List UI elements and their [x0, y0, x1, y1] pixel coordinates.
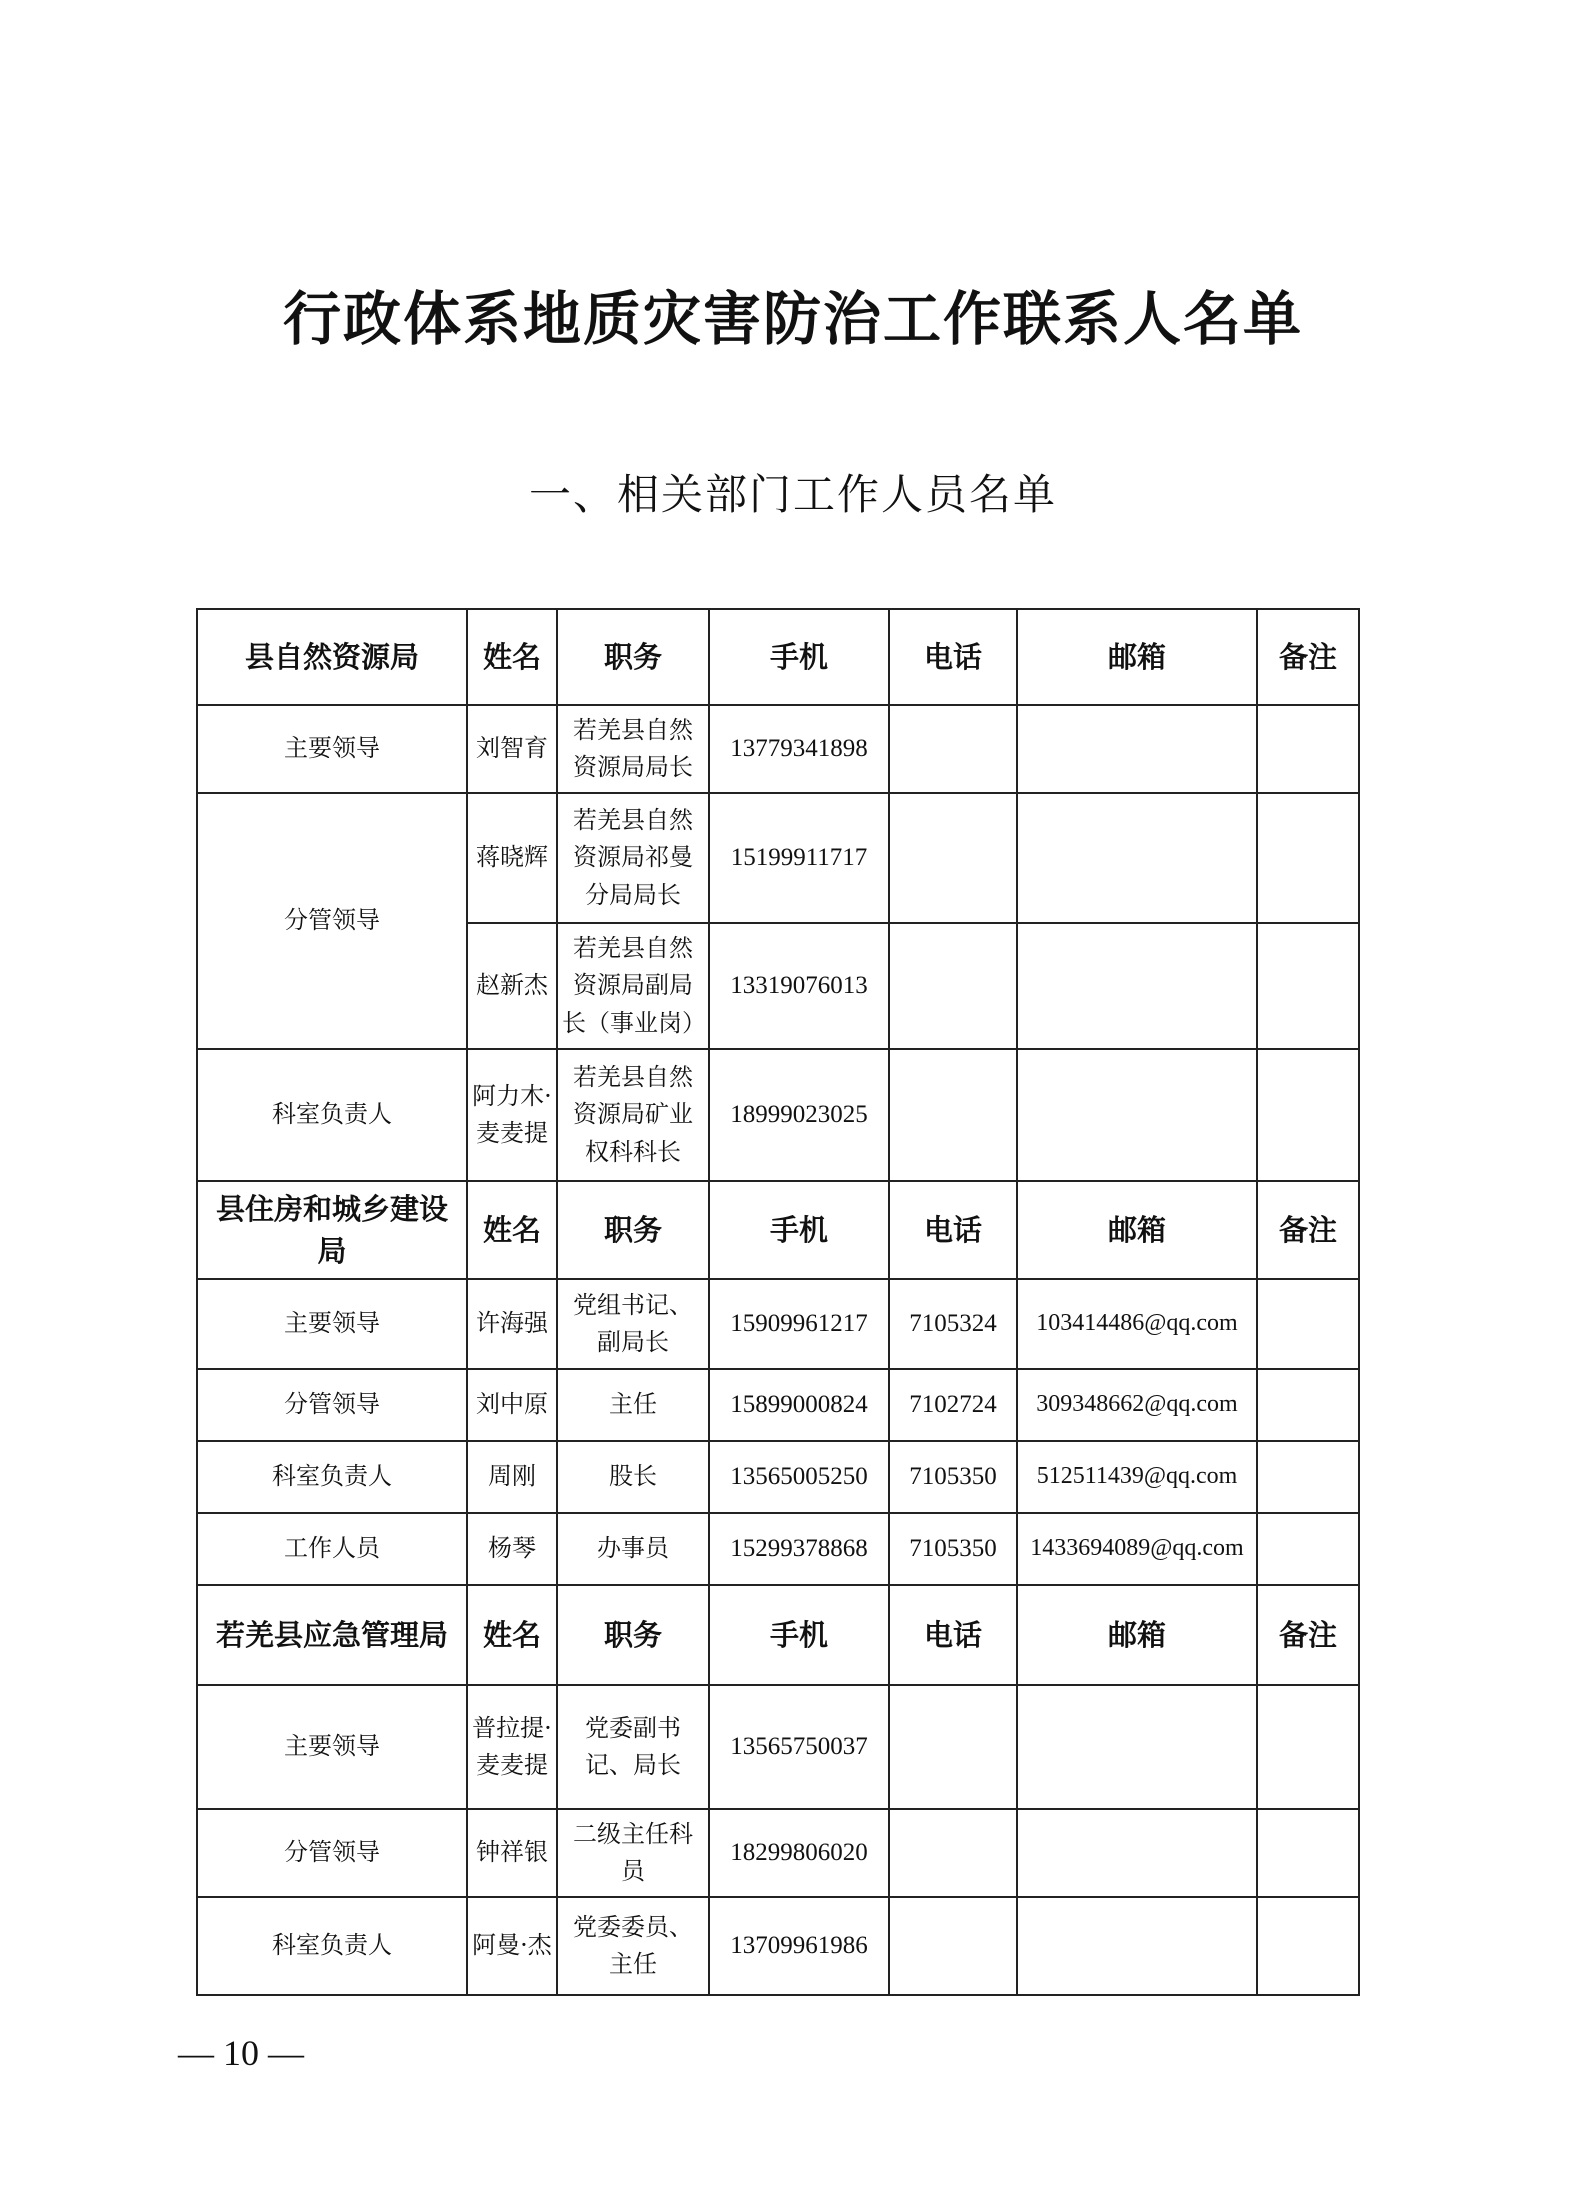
- person-phone: [889, 1809, 1017, 1897]
- column-header: 手机: [709, 1181, 889, 1279]
- column-header: 手机: [709, 609, 889, 705]
- role-cell: 分管领导: [197, 1369, 467, 1441]
- person-email: [1017, 793, 1257, 923]
- person-mobile: 15899000824: [709, 1369, 889, 1441]
- table-row: [197, 1897, 1359, 1995]
- person-name: 杨琴: [467, 1513, 557, 1585]
- person-note: [1257, 1809, 1359, 1897]
- person-note: [1257, 1897, 1359, 1995]
- department-name: 若羌县应急管理局: [197, 1585, 467, 1685]
- contact-table: [196, 608, 1360, 1996]
- column-header: 职务: [557, 1585, 709, 1685]
- person-position: 主任: [557, 1369, 709, 1441]
- person-phone: [889, 793, 1017, 923]
- person-note: [1257, 1685, 1359, 1809]
- person-email: 309348662@qq.com: [1017, 1369, 1257, 1441]
- table-row: [197, 1369, 1359, 1441]
- person-phone: 7105324: [889, 1279, 1017, 1369]
- role-cell: 分管领导: [197, 793, 467, 1049]
- document-title: 行政体系地质灾害防治工作联系人名单: [282, 285, 1303, 353]
- person-note: [1257, 923, 1359, 1049]
- column-header: 邮箱: [1017, 609, 1257, 705]
- person-name: 刘智育: [467, 705, 557, 793]
- table-row: [197, 1513, 1359, 1585]
- person-note: [1257, 1513, 1359, 1585]
- person-name: 赵新杰: [467, 923, 557, 1049]
- person-email: [1017, 1685, 1257, 1809]
- person-email: 103414486@qq.com: [1017, 1279, 1257, 1369]
- person-mobile: 18999023025: [709, 1049, 889, 1181]
- column-header: 姓名: [467, 1585, 557, 1685]
- person-name: 阿力木·麦麦提: [467, 1049, 557, 1181]
- column-header: 电话: [889, 1181, 1017, 1279]
- department-header-row: [197, 1181, 1359, 1279]
- person-position: 办事员: [557, 1513, 709, 1585]
- person-email: [1017, 1809, 1257, 1897]
- person-mobile: 13319076013: [709, 923, 889, 1049]
- person-mobile: 13709961986: [709, 1897, 889, 1995]
- person-phone: [889, 1897, 1017, 1995]
- person-position: 若羌县自然资源局祁曼分局局长: [557, 793, 709, 923]
- person-name: 刘中原: [467, 1369, 557, 1441]
- person-note: [1257, 793, 1359, 923]
- person-phone: 7102724: [889, 1369, 1017, 1441]
- department-header-row: [197, 1585, 1359, 1685]
- column-header: 职务: [557, 609, 709, 705]
- role-cell: 分管领导: [197, 1809, 467, 1897]
- person-note: [1257, 705, 1359, 793]
- department-name: 县自然资源局: [197, 609, 467, 705]
- department-name: 县住房和城乡建设局: [197, 1181, 467, 1279]
- column-header: 备注: [1257, 1181, 1359, 1279]
- person-position: 若羌县自然资源局局长: [557, 705, 709, 793]
- column-header: 邮箱: [1017, 1181, 1257, 1279]
- person-phone: 7105350: [889, 1513, 1017, 1585]
- table-row: [197, 1279, 1359, 1369]
- person-note: [1257, 1441, 1359, 1513]
- table-row: [197, 1441, 1359, 1513]
- person-position: 二级主任科员: [557, 1809, 709, 1897]
- role-cell: 科室负责人: [197, 1897, 467, 1995]
- table-row: [197, 705, 1359, 793]
- person-email: 512511439@qq.com: [1017, 1441, 1257, 1513]
- column-header: 电话: [889, 609, 1017, 705]
- column-header: 备注: [1257, 1585, 1359, 1685]
- person-name: 阿曼·杰: [467, 1897, 557, 1995]
- contact-table-body: [197, 609, 1359, 1995]
- person-position: 党委副书记、局长: [557, 1685, 709, 1809]
- person-mobile: 15299378868: [709, 1513, 889, 1585]
- person-note: [1257, 1369, 1359, 1441]
- person-name: 蒋晓辉: [467, 793, 557, 923]
- table-row: [197, 793, 1359, 923]
- column-header: 职务: [557, 1181, 709, 1279]
- department-header-row: [197, 609, 1359, 705]
- person-name: 普拉提·麦麦提: [467, 1685, 557, 1809]
- table-row: [197, 1049, 1359, 1181]
- person-email: [1017, 1897, 1257, 1995]
- page-number: — 10 —: [178, 2033, 304, 2073]
- person-mobile: 13779341898: [709, 705, 889, 793]
- person-note: [1257, 1049, 1359, 1181]
- role-cell: 主要领导: [197, 1279, 467, 1369]
- role-cell: 科室负责人: [197, 1049, 467, 1181]
- person-name: 周刚: [467, 1441, 557, 1513]
- person-phone: [889, 1049, 1017, 1181]
- role-cell: 工作人员: [197, 1513, 467, 1585]
- person-email: 1433694089@qq.com: [1017, 1513, 1257, 1585]
- person-mobile: 13565750037: [709, 1685, 889, 1809]
- column-header: 备注: [1257, 609, 1359, 705]
- person-position: 若羌县自然资源局副局长（事业岗）: [557, 923, 709, 1049]
- person-mobile: 15199911717: [709, 793, 889, 923]
- person-name: 许海强: [467, 1279, 557, 1369]
- role-cell: 科室负责人: [197, 1441, 467, 1513]
- role-cell: 主要领导: [197, 1685, 467, 1809]
- column-header: 手机: [709, 1585, 889, 1685]
- section-title: 一、相关部门工作人员名单: [528, 470, 1057, 519]
- person-email: [1017, 923, 1257, 1049]
- person-phone: [889, 1685, 1017, 1809]
- column-header: 电话: [889, 1585, 1017, 1685]
- person-note: [1257, 1279, 1359, 1369]
- table-row: [197, 1685, 1359, 1809]
- table-row: [197, 1809, 1359, 1897]
- column-header: 姓名: [467, 1181, 557, 1279]
- person-mobile: 15909961217: [709, 1279, 889, 1369]
- person-position: 若羌县自然资源局矿业权科科长: [557, 1049, 709, 1181]
- person-mobile: 13565005250: [709, 1441, 889, 1513]
- person-position: 党委委员、主任: [557, 1897, 709, 1995]
- person-name: 钟祥银: [467, 1809, 557, 1897]
- person-position: 党组书记、副局长: [557, 1279, 709, 1369]
- person-email: [1017, 1049, 1257, 1181]
- role-cell: 主要领导: [197, 705, 467, 793]
- person-mobile: 18299806020: [709, 1809, 889, 1897]
- person-phone: [889, 923, 1017, 1049]
- person-email: [1017, 705, 1257, 793]
- column-header: 姓名: [467, 609, 557, 705]
- person-phone: 7105350: [889, 1441, 1017, 1513]
- column-header: 邮箱: [1017, 1585, 1257, 1685]
- person-phone: [889, 705, 1017, 793]
- person-position: 股长: [557, 1441, 709, 1513]
